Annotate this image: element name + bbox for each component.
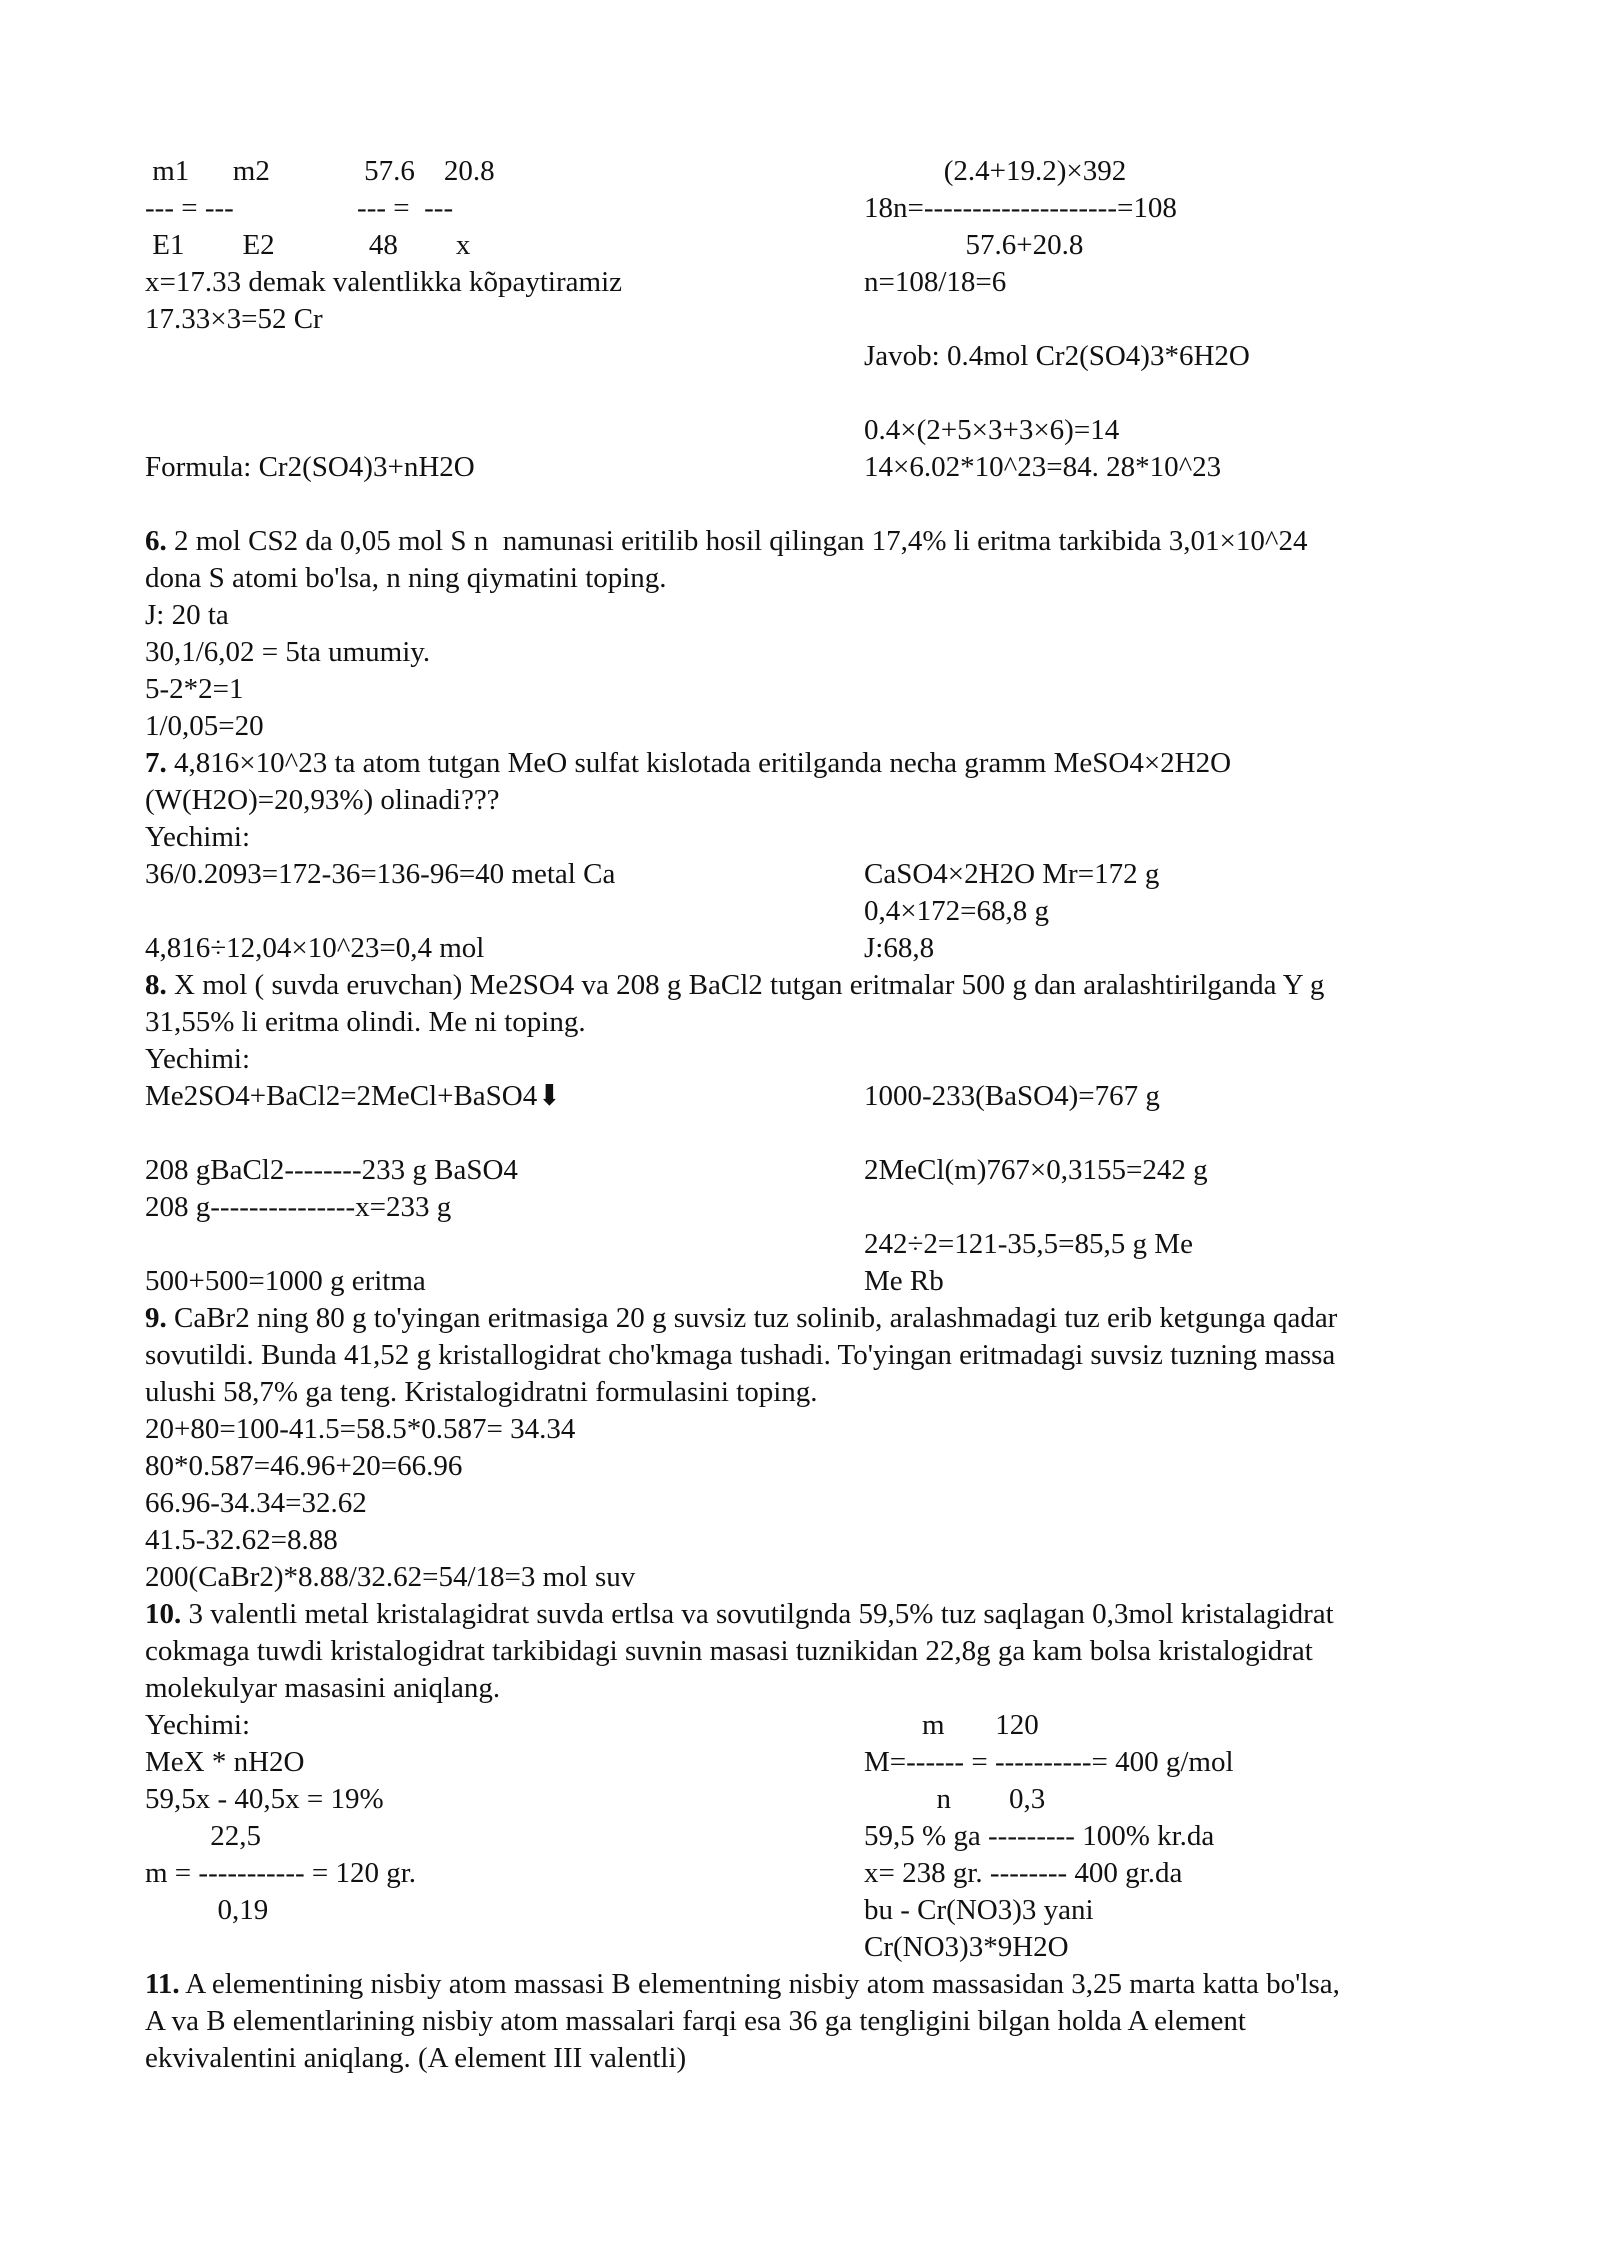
problem-number: 9. bbox=[145, 1302, 167, 1334]
text-line: 22,5 bbox=[145, 1820, 261, 1852]
text-line: (W(H2O)=20,93%) olinadi??? bbox=[145, 784, 500, 816]
text-line: 59,5 % ga --------- 100% kr.da bbox=[864, 1820, 1215, 1852]
text-line: molekulyar masasini aniqlang. bbox=[145, 1672, 501, 1704]
answer-line: Javob: 0.4mol Cr2(SO4)3*6H2O bbox=[864, 340, 1250, 372]
text-line: 208 g---------------x=233 g bbox=[145, 1191, 452, 1223]
text-line: (2.4+19.2)×392 bbox=[864, 155, 1127, 187]
text-line: 242÷2=121-35,5=85,5 g Me bbox=[864, 1228, 1193, 1260]
text-line: CaSO4×2H2O Mr=172 g bbox=[864, 858, 1160, 890]
text-line: A va B elementlarining nisbiy atom massalari farqi esa 36 ga tengligini bilgan holda A element bbox=[145, 2005, 1246, 2037]
text-line: 200(CaBr2)*8.88/32.62=54/18=3 mol suv bbox=[145, 1561, 636, 1593]
text-line: 80*0.587=46.96+20=66.96 bbox=[145, 1450, 463, 1482]
text-line: 4,816÷12,04×10^23=0,4 mol bbox=[145, 932, 485, 964]
solution-label: Yechimi: bbox=[145, 1709, 251, 1741]
problem-6-statement: 6. 2 mol CS2 da 0,05 mol S n namunasi eritilib hosil qilingan 17,4% li eritma tarkibida 3,01×10^24 bbox=[145, 525, 1308, 557]
text-line: Me2SO4+BaCl2=2MeCl+BaSO4⬇ bbox=[145, 1080, 562, 1112]
text-line: 41.5-32.62=8.88 bbox=[145, 1524, 338, 1556]
text-line: 0,19 bbox=[145, 1894, 269, 1926]
text-line: M=------ = ----------= 400 g/mol bbox=[864, 1746, 1234, 1778]
text-line: sovutildi. Bunda 41,52 g kristallogidrat cho'kmaga tushadi. To'yingan eritmadagi suvsiz tuzning massa bbox=[145, 1339, 1336, 1371]
text-line: 14×6.02*10^23=84. 28*10^23 bbox=[864, 451, 1222, 483]
text-line: m 120 bbox=[864, 1709, 1039, 1741]
text-line: n=108/18=6 bbox=[864, 266, 1007, 298]
text-line: 59,5x - 40,5x = 19% bbox=[145, 1783, 384, 1815]
problem-8-statement: 8. X mol ( suvda eruvchan) Me2SO4 va 208 g BaCl2 tutgan eritmalar 500 g dan aralashtirilganda Y g bbox=[145, 969, 1325, 1001]
problem-number: 6. bbox=[145, 525, 167, 557]
answer-line: J:68,8 bbox=[864, 932, 935, 964]
text-line: 2MeCl(m)767×0,3155=242 g bbox=[864, 1154, 1208, 1186]
text-line: 20+80=100-41.5=58.5*0.587= 34.34 bbox=[145, 1413, 576, 1445]
problem-number: 10. bbox=[145, 1598, 182, 1630]
text-line: x= 238 gr. -------- 400 gr.da bbox=[864, 1857, 1183, 1889]
text-line: 17.33×3=52 Cr bbox=[145, 303, 323, 335]
text-line: 500+500=1000 g eritma bbox=[145, 1265, 426, 1297]
text-line: 30,1/6,02 = 5ta umumiy. bbox=[145, 636, 431, 668]
text-line: 31,55% li eritma olindi. Me ni toping. bbox=[145, 1006, 586, 1038]
text-line: 0,4×172=68,8 g bbox=[864, 895, 1049, 927]
answer-line: Me Rb bbox=[864, 1265, 944, 1297]
solution-label: Yechimi: bbox=[145, 1043, 251, 1075]
text-line: cokmaga tuwdi kristalogidrat tarkibidagi suvnin masasi tuznikidan 22,8g ga kam bolsa kristalogidrat bbox=[145, 1635, 1313, 1667]
problem-11-statement: 11. A elementining nisbiy atom massasi B elementning nisbiy atom massasidan 3,25 marta katta bo'lsa, bbox=[145, 1968, 1340, 2000]
text-line: MeX * nH2O bbox=[145, 1746, 305, 1778]
problem-10-statement: 10. 3 valentli metal kristalagidrat suvda ertlsa va sovutilgnda 59,5% tuz saqlagan 0,3mol kristalagidrat bbox=[145, 1598, 1334, 1630]
text-line: n 0,3 bbox=[864, 1783, 1046, 1815]
problem-9-statement: 9. CaBr2 ning 80 g to'yingan eritmasiga 20 g suvsiz tuz solinib, aralashmadagi tuz erib ketgunga qadar bbox=[145, 1302, 1338, 1334]
text-line: 0.4×(2+5×3+3×6)=14 bbox=[864, 414, 1120, 446]
text-line: 1/0,05=20 bbox=[145, 710, 264, 742]
problem-number: 11. bbox=[145, 1968, 180, 2000]
text-line: m1 m2 57.6 20.8 bbox=[145, 155, 495, 187]
problem-7-statement: 7. 4,816×10^23 ta atom tutgan MeO sulfat kislotada eritilganda necha gramm MeSO4×2H2O bbox=[145, 747, 1232, 779]
problem-number: 7. bbox=[145, 747, 167, 779]
text-line: 5-2*2=1 bbox=[145, 673, 244, 705]
text-line: ekvivalentini aniqlang. (A element III valentli) bbox=[145, 2042, 687, 2074]
text-line: 18n=--------------------=108 bbox=[864, 192, 1177, 224]
text-line: E1 E2 48 x bbox=[145, 229, 471, 261]
text-line: 66.96-34.34=32.62 bbox=[145, 1487, 367, 1519]
text-line: m = ----------- = 120 gr. bbox=[145, 1857, 417, 1889]
text-line: bu - Cr(NO3)3 yani bbox=[864, 1894, 1094, 1926]
text-line: x=17.33 demak valentlikka kõpaytiramiz bbox=[145, 266, 622, 298]
text-line: 208 gBaCl2--------233 g BaSO4 bbox=[145, 1154, 518, 1186]
solution-label: Yechimi: bbox=[145, 821, 251, 853]
text-line: 36/0.2093=172-36=136-96=40 metal Ca bbox=[145, 858, 616, 890]
text-line: 57.6+20.8 bbox=[864, 229, 1084, 261]
answer-line: Cr(NO3)3*9H2O bbox=[864, 1931, 1069, 1963]
formula-line: Formula: Cr2(SO4)3+nH2O bbox=[145, 451, 475, 483]
problem-number: 8. bbox=[145, 969, 167, 1001]
text-line: --- = --- --- = --- bbox=[145, 192, 454, 224]
text-line: ulushi 58,7% ga teng. Kristalogidratni formulasini toping. bbox=[145, 1376, 818, 1408]
text-line: dona S atomi bo'lsa, n ning qiymatini toping. bbox=[145, 562, 667, 594]
text-line: 1000-233(BaSO4)=767 g bbox=[864, 1080, 1160, 1112]
text-line: J: 20 ta bbox=[145, 599, 229, 631]
